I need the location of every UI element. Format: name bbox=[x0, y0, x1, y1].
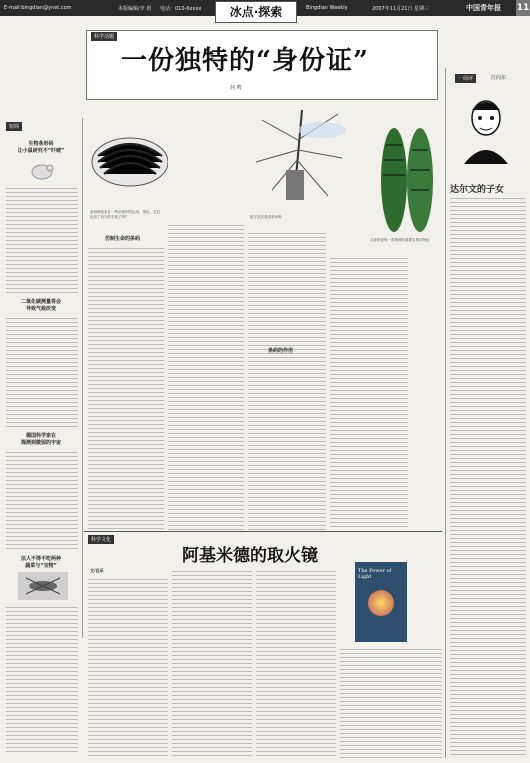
sidebar-tag: 短简 bbox=[6, 122, 22, 131]
sidebar-text-3 bbox=[6, 449, 78, 549]
sidebar-divider bbox=[82, 118, 83, 638]
spider-image bbox=[18, 572, 68, 600]
header-logo: 中国青年报 bbox=[466, 4, 501, 12]
header-phone: 电话：010-6xxxx bbox=[160, 6, 202, 12]
bottom-kicker: 科学文化 bbox=[88, 535, 114, 544]
column-author: 江向东 bbox=[491, 75, 507, 81]
bottom-title: 阿基米德的取火镜 bbox=[182, 546, 318, 566]
header-weekday: 星期三 bbox=[414, 6, 430, 12]
sidebar-subtitle-2: 导致气候改变 bbox=[25, 306, 56, 312]
mouse-image bbox=[28, 158, 56, 182]
bottom-col-1 bbox=[88, 576, 168, 758]
sidebar-subtitle-3: 探测到微弱的宇宙 bbox=[20, 440, 61, 446]
header-editor: 本版编辑/李 娟 bbox=[118, 6, 152, 12]
caption-left: 条形码技术在一些识别中的运用，指出，它们也有了有力的手段了吗？ bbox=[90, 210, 160, 219]
bottom-col-4 bbox=[340, 646, 442, 758]
main-author: 何 鸣 bbox=[230, 85, 242, 91]
bottom-rule bbox=[84, 531, 442, 532]
subhead-1: 仿制生命的条码 bbox=[105, 236, 141, 242]
sidebar-title-2: 二氧化碳测量将会 bbox=[20, 299, 61, 305]
bottom-author: 文/吕乐 bbox=[90, 568, 104, 573]
sidebar-title-4: 法人不得不吃两种 bbox=[20, 556, 61, 562]
sidebar-subtitle-1: 让小鼠研究不“吓唬” bbox=[17, 148, 65, 154]
mosquito-image bbox=[242, 100, 352, 208]
caption-right: 从条码是每一类物种的重要生物学特征 bbox=[370, 238, 430, 242]
section-title: 冰点·探索 bbox=[215, 1, 297, 23]
book-title: The Power of Light bbox=[358, 568, 392, 580]
author-portrait bbox=[460, 92, 512, 164]
main-col-4 bbox=[330, 255, 408, 530]
main-kicker: 科学话题 bbox=[91, 32, 117, 41]
caption-mosquito: 蚊子及其基因条形码 bbox=[250, 215, 282, 219]
sidebar-title-3: 德国科学家在 bbox=[25, 433, 56, 439]
main-col-2 bbox=[168, 222, 244, 530]
header-date: 2007年11月21日 bbox=[372, 6, 413, 12]
header-email: E-mail:bingdian@ynet.com bbox=[4, 5, 72, 11]
barcode-melon-image bbox=[90, 122, 168, 188]
header-paper: Bingdian Weekly bbox=[306, 5, 348, 11]
page-number: 11 bbox=[516, 0, 530, 16]
sidebar-text-4 bbox=[6, 604, 78, 754]
column-title: 达尔文的子女 bbox=[450, 185, 505, 195]
bottom-col-3 bbox=[256, 568, 336, 758]
sidebar-text-1 bbox=[6, 185, 78, 295]
bottom-col-2 bbox=[172, 568, 252, 758]
leaf-barcode-image bbox=[372, 125, 442, 235]
main-col-3 bbox=[248, 230, 326, 530]
right-divider bbox=[445, 68, 446, 758]
book-cover-art bbox=[368, 590, 394, 616]
main-title: 一份独特的“身份证” bbox=[121, 46, 369, 76]
sidebar-subtitle-4: 蔬菜与“宝物” bbox=[25, 563, 57, 569]
sidebar-text-2 bbox=[6, 315, 78, 430]
column-text bbox=[450, 195, 526, 755]
book-cover-image bbox=[355, 562, 407, 642]
sidebar-title-1: 生物条形码 bbox=[28, 141, 54, 147]
main-col-1 bbox=[88, 245, 164, 530]
subhead-2: 条码的作用 bbox=[268, 348, 294, 354]
column-tag: 一周评 bbox=[455, 74, 476, 83]
